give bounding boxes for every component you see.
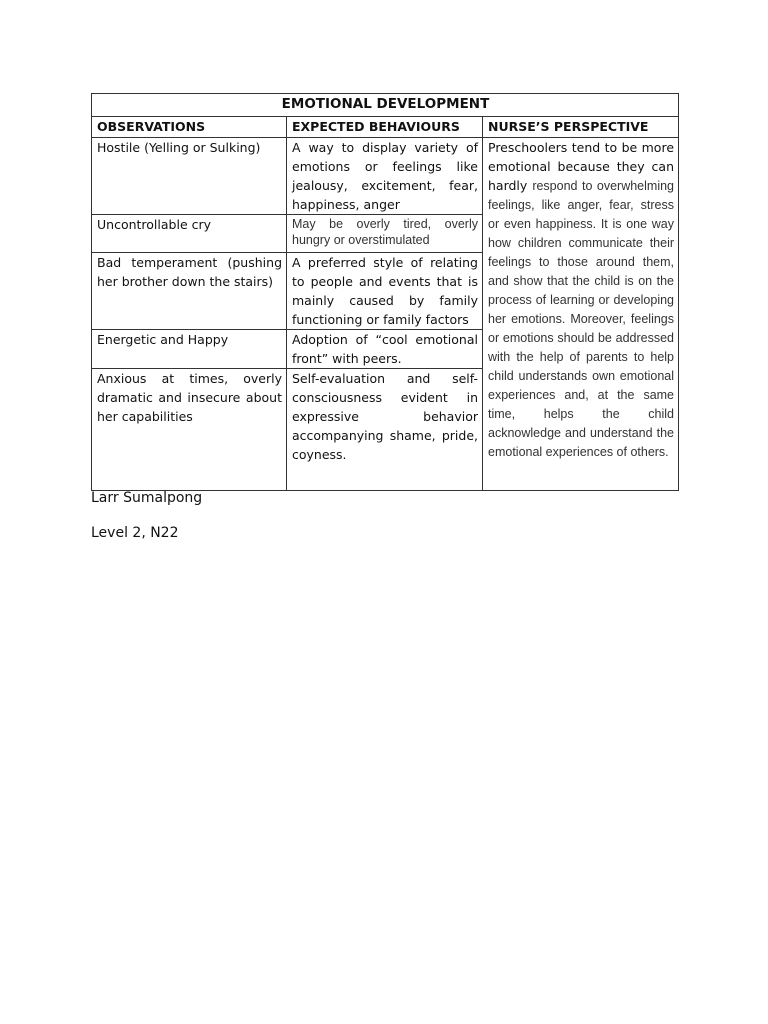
author-name: Larr Sumalpong — [91, 490, 203, 506]
observation-cell: Bad temperament (pushing her brother down the stairs) — [92, 253, 287, 330]
behaviour-cell: Adoption of “cool emotional front” with peers. — [287, 330, 483, 369]
nurse-perspective-cell — [483, 138, 679, 491]
header-expected-behaviours: EXPECTED BEHAVIOURS — [287, 117, 483, 138]
observation-cell: Anxious at times, overly dramatic and insecure about her capabilities — [92, 369, 287, 491]
header-observations: OBSERVATIONS — [92, 117, 287, 138]
observation-cell: Energetic and Happy — [92, 330, 287, 369]
nurse-perspective-lead: Preschoolers tend to be more emotional because they can hardly — [488, 140, 675, 193]
emotional-development-table — [91, 93, 679, 491]
behaviour-cell: A way to display variety of emotions or feelings like jealousy, excitement, fear, happiness, anger — [287, 138, 483, 215]
behaviour-cell: Self-evaluation and self-consciousness evident in expressive behavior accompanying shame, pride, coyness. — [287, 369, 483, 491]
observation-cell: Hostile (Yelling or Sulking) — [92, 138, 287, 215]
behaviour-cell: A preferred style of relating to people and events that is mainly caused by family functioning or family factors — [287, 253, 483, 330]
table-title: EMOTIONAL DEVELOPMENT — [92, 94, 679, 117]
nurse-perspective-text: respond to overwhelming feelings, like anger, fear, stress or even happiness. It is one way how children communicate their feelings to those around them, and show that the child is on the process of learning or developing her emotions. Moreover, feelings or emotions should be addressed with the help of parents to help child understands own emotional experiences and, at the same time, helps the child acknowledge and understand the emotional experiences of others. — [488, 179, 675, 459]
table-title-row — [92, 94, 679, 117]
header-nurses-perspective: NURSE’S PERSPECTIVE — [483, 117, 679, 138]
table-header-row — [92, 117, 679, 138]
behaviour-cell: May be overly tired, overly hungry or overstimulated — [287, 215, 483, 253]
author-level: Level 2, N22 — [91, 525, 179, 541]
table-row — [92, 138, 679, 215]
observation-cell: Uncontrollable cry — [92, 215, 287, 253]
